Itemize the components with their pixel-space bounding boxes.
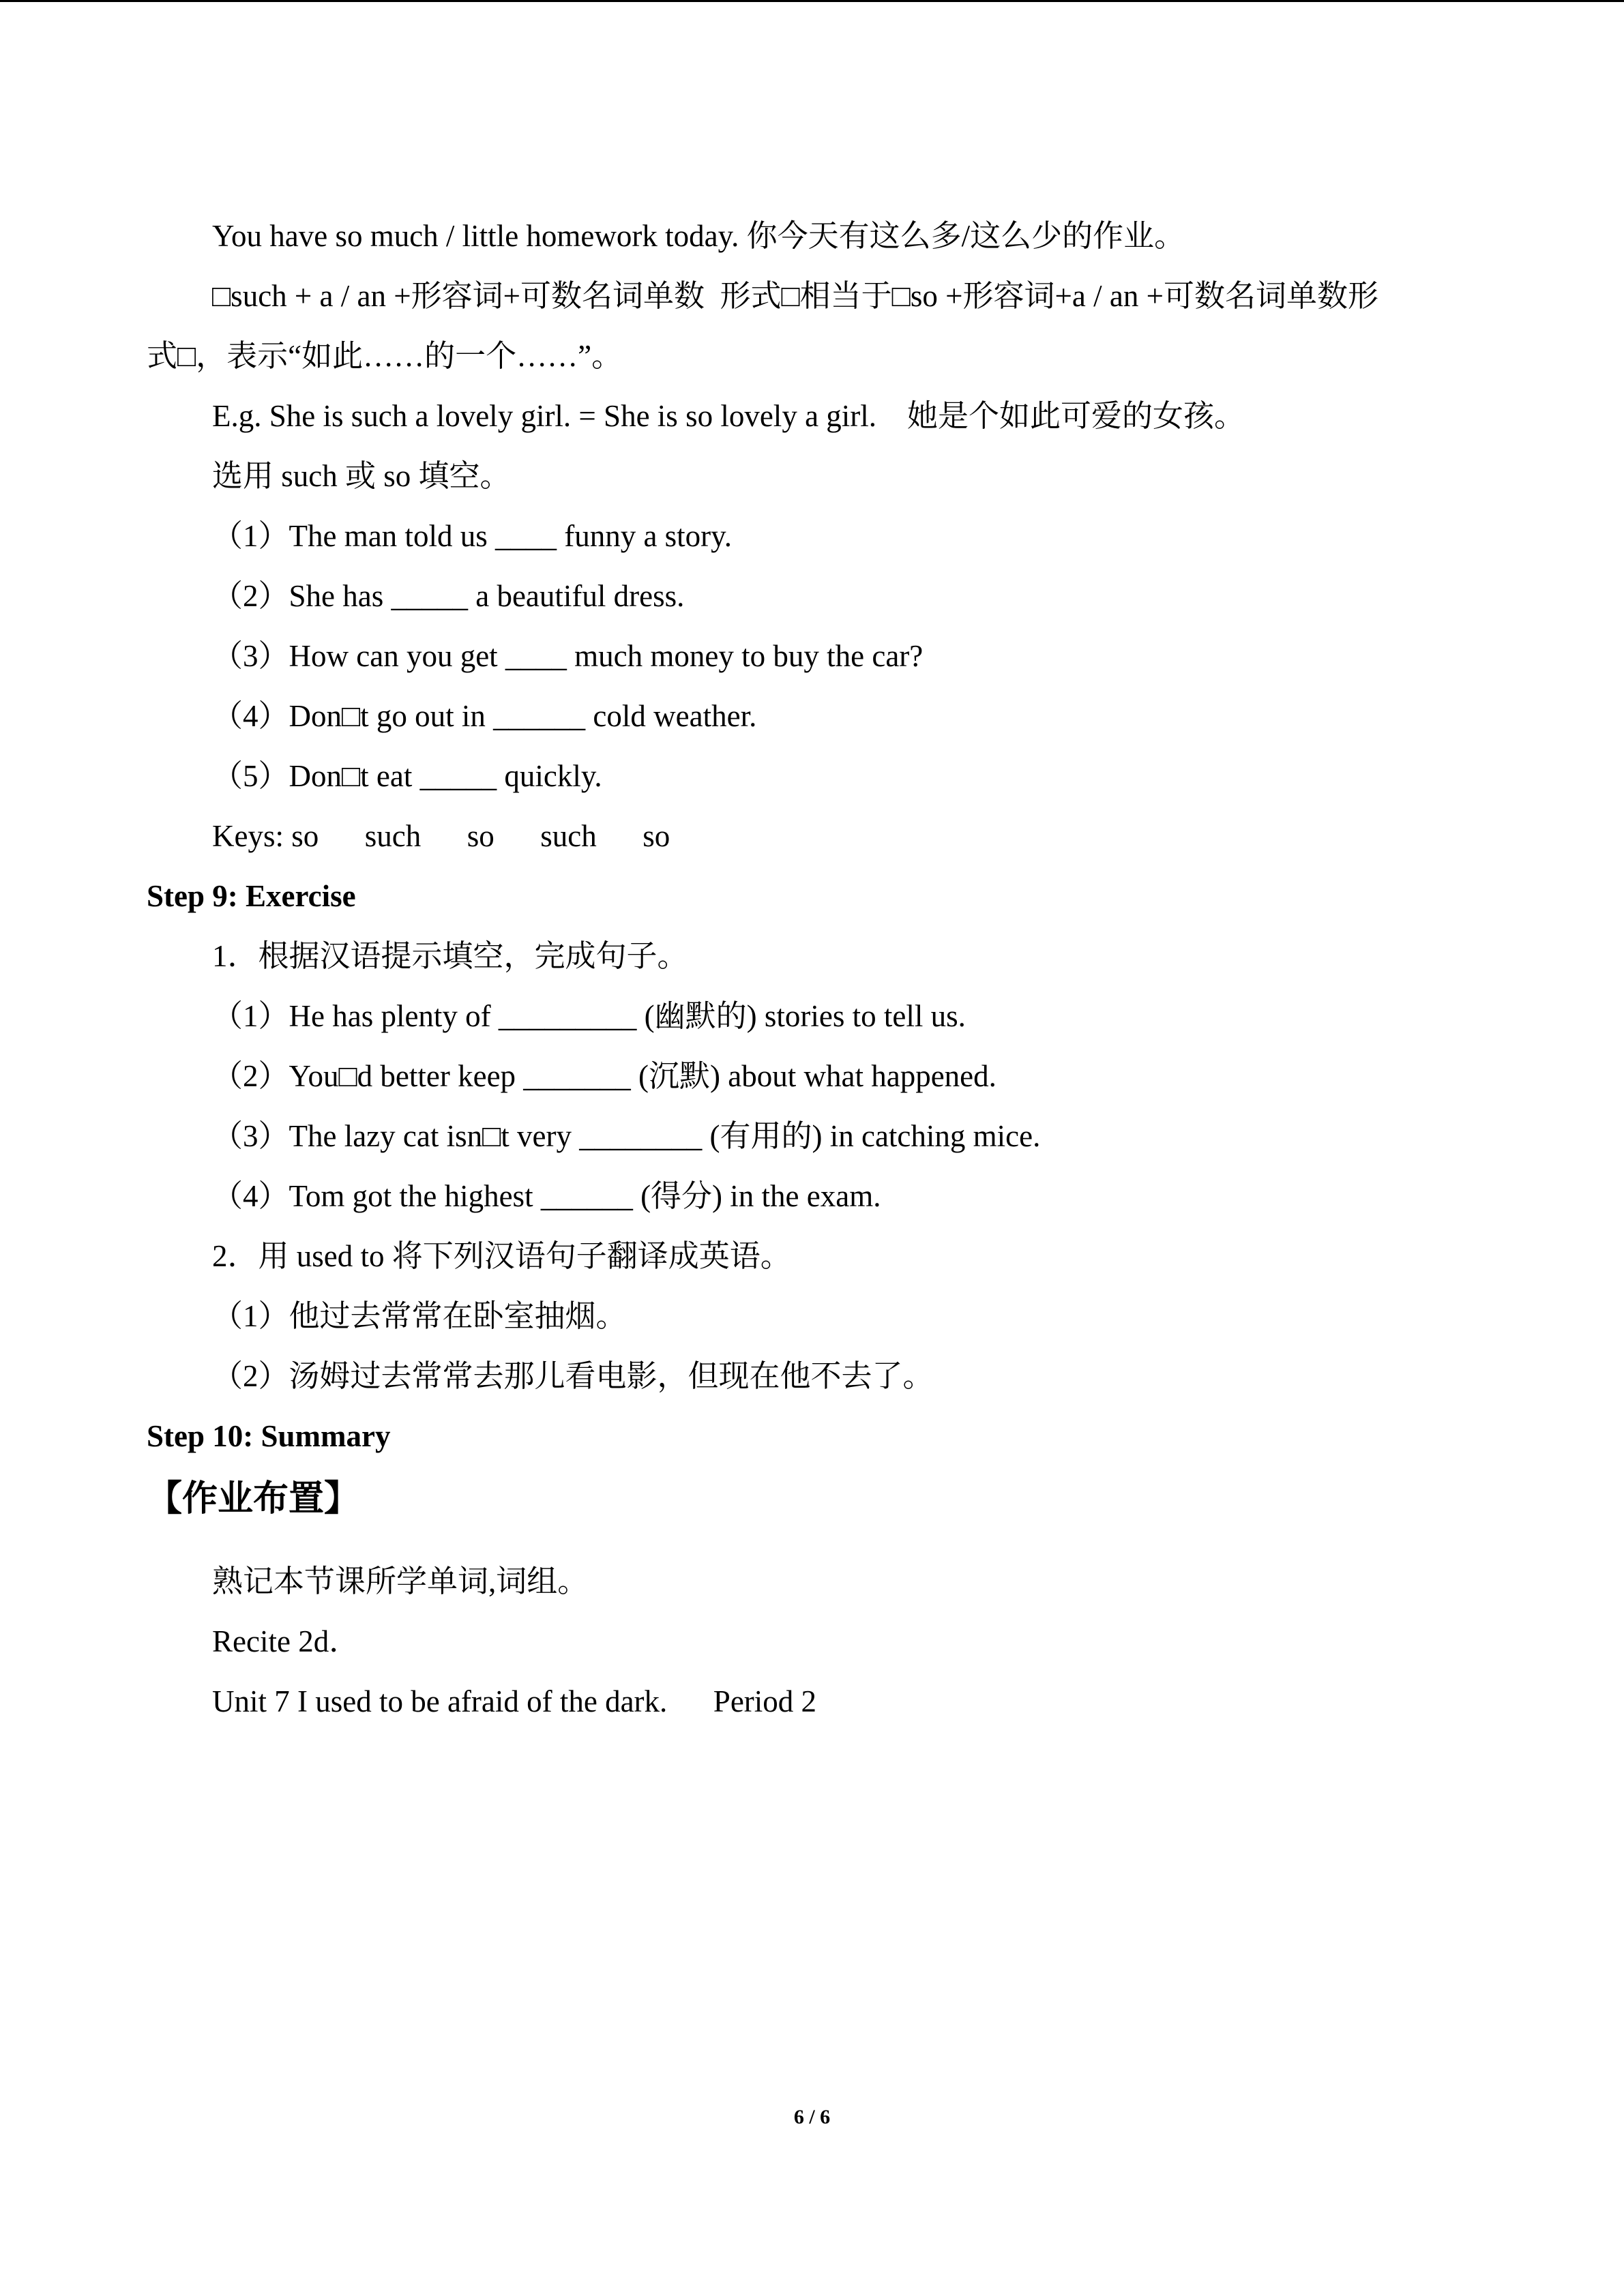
- exercise-part-1-item: （1）He has plenty of _________ (幽默的) stories to tell us.: [212, 999, 966, 1033]
- homework-item: 熟记本节课所学单词,词组。: [212, 1564, 589, 1598]
- exercise-part-2-title: 2．用 used to 将下列汉语句子翻译成英语。: [212, 1239, 791, 1273]
- so-such-item: （5）Don□t eat _____ quickly.: [212, 759, 602, 793]
- exercise-part-2-item: （2）汤姆过去常常去那儿看电影，但现在他不去了。: [212, 1359, 934, 1393]
- such-rule-line-1: □such + a / an +形容词+可数名词单数 形式□相当于□so +形容词+a / an +可数名词单数形: [212, 279, 1378, 313]
- so-such-item: （2）She has _____ a beautiful dress.: [212, 579, 685, 613]
- so-such-item: （3）How can you get ____ much money to buy the car?: [212, 639, 924, 673]
- homework-item: Recite 2d．: [212, 1624, 360, 1658]
- page-number: 6 / 6: [793, 2106, 831, 2128]
- exercise-part-1-item: （4）Tom got the highest ______ (得分) in the exam.: [212, 1179, 881, 1213]
- so-such-instruction: 选用 such 或 so 填空。: [212, 459, 511, 493]
- so-example-line: You have so much / little homework today. 你今天有这么多/这么少的作业。: [212, 219, 1185, 253]
- so-such-keys: Keys: so such so such so: [212, 819, 670, 853]
- document-body: [147, 206, 1511, 1731]
- exercise-part-2-item: （1）他过去常常在卧室抽烟。: [212, 1299, 627, 1333]
- step-9-title: Step 9: Exercise: [147, 879, 356, 913]
- such-example-line: E.g. She is such a lovely girl. = She is so lovely a girl. 她是个如此可爱的女孩。: [212, 399, 1245, 433]
- so-such-item: （4）Don□t go out in ______ cold weather.: [212, 699, 757, 733]
- so-such-item: （1）The man told us ____ funny a story.: [212, 519, 732, 553]
- exercise-part-1-item: （3）The lazy cat isn□t very ________ (有用的) in catching mice.: [212, 1119, 1041, 1153]
- homework-heading: 【作业布置】: [147, 1478, 360, 1519]
- homework-item: Unit 7 I used to be afraid of the dark. Period 2: [212, 1684, 817, 1718]
- step-10-title: Step 10: Summary: [147, 1419, 391, 1453]
- such-rule-line-2: 式□，表示“如此……的一个……”。: [147, 339, 623, 373]
- exercise-part-1-title: 1．根据汉语提示填空，完成句子。: [212, 939, 688, 973]
- exercise-part-1-item: （2）You□d better keep _______ (沉默) about what happened.: [212, 1059, 996, 1093]
- page-top-border: [0, 0, 1624, 2]
